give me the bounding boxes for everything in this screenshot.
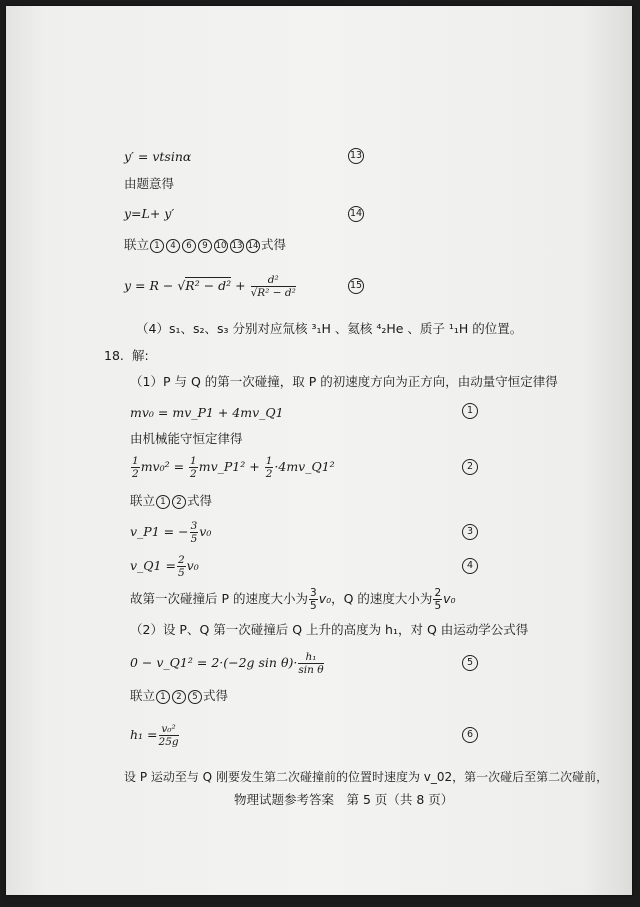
eq2-half-b <box>189 455 198 480</box>
last-line: 设 P 运动至与 Q 刚要发生第二次碰撞前的位置时速度为 v_02，第一次碰后至第二次碰前， <box>124 770 609 784</box>
answer-sheet-page <box>6 6 632 895</box>
conclusion-v0-a: v₀ <box>318 591 332 606</box>
ref3-5: 5 <box>188 690 202 704</box>
eq5-num: h₁ <box>298 651 323 664</box>
equation-number-14: 14 <box>348 206 364 222</box>
eq4-right: v₀ <box>186 558 199 573</box>
eq2-half-a-num: 1 <box>132 455 139 467</box>
equation-3 <box>130 517 211 547</box>
eq15-numerator: d² <box>251 274 296 287</box>
combine-line-2 <box>130 493 212 509</box>
eq2-half-a <box>131 455 140 480</box>
eq15-left: y = R − <box>124 278 178 293</box>
ref-1: 1 <box>150 239 164 253</box>
ref-6: 6 <box>182 239 196 253</box>
combine2-suffix: 式得 <box>187 493 213 508</box>
eq3-num: 3 <box>190 520 198 532</box>
eq15-den-radicand: R² − d² <box>257 287 296 299</box>
ref3-1: 1 <box>156 690 170 704</box>
conclusion-line <box>130 584 456 614</box>
eq15-sqrt: R² − d² <box>185 278 232 293</box>
ref-14: 14 <box>247 240 259 251</box>
eq5-fraction <box>298 651 323 676</box>
question-18-number: 18. <box>104 348 124 363</box>
eq3-left: v_P1 = − <box>130 524 189 539</box>
equation-6 <box>130 720 180 750</box>
ref3-2: 2 <box>172 690 186 704</box>
conclusion-frac-1-num: 3 <box>310 587 317 599</box>
eq2-half-c <box>265 455 274 480</box>
question-18-jie: 解: <box>132 348 149 363</box>
conclusion-frac-1-den: 5 <box>310 600 317 612</box>
equation-5 <box>130 648 325 678</box>
ref-10: 10 <box>215 240 227 251</box>
ref2-2: 2 <box>172 495 186 509</box>
eq3-den: 5 <box>190 533 198 545</box>
combine3-suffix: 式得 <box>203 688 229 703</box>
conclusion-frac-1 <box>309 587 318 612</box>
ref-13: 13 <box>231 240 243 251</box>
equation-number-13: 13 <box>348 148 364 164</box>
combine3-prefix: 联立 <box>130 688 156 703</box>
equation-number-4: 4 <box>462 558 478 574</box>
equation-number-3: 3 <box>462 524 478 540</box>
ref2-1: 1 <box>156 495 170 509</box>
equation-15: y = R − √R² − d² + $\frac{\text{d²}}{\text{√R² − d²}}$ <box>124 274 296 299</box>
part-1-intro: （1）P 与 Q 的第一次碰撞，取 P 的初速度方向为正方向，由动量守恒定律得 <box>130 374 558 389</box>
eq4-fraction <box>177 554 186 579</box>
eq6-num: v₀² <box>159 723 179 736</box>
conclusion-frac-2-den: 5 <box>434 600 442 612</box>
page-footer: 物理试题参考答案 第 5 页（共 8 页） <box>234 792 454 807</box>
part-4-text: （4）s₁、s₂、s₃ 分别对应氚核 ³₁H 、氦核 ⁴₂He 、质子 ¹₁H 的位置。 <box>136 321 523 336</box>
conclusion-frac-2 <box>433 587 442 612</box>
eq2-half-b-num: 1 <box>190 455 197 467</box>
equation-number-1: 1 <box>462 403 478 419</box>
eq2-half-a-den: 2 <box>132 468 139 480</box>
text-jixie: 由机械能守恒定律得 <box>130 431 243 446</box>
eq6-left: h₁ = <box>130 727 158 742</box>
conclusion-v0-b: v₀ <box>443 591 456 606</box>
combine2-prefix: 联立 <box>130 493 156 508</box>
eq6-den: 25g <box>158 736 179 748</box>
equation-14: y=L+ y′ <box>124 206 175 221</box>
eq5-left: 0 − v_Q1² = 2·(−2g sin θ)· <box>130 655 298 670</box>
eq2-term-a: mv₀² <box>140 459 170 474</box>
combine-line-1 <box>124 237 286 253</box>
eq5-den: sin θ <box>298 664 324 676</box>
eq3-right: v₀ <box>199 524 212 539</box>
equation-4 <box>130 551 199 581</box>
part-2-intro: （2）设 P、Q 第一次碰撞后 Q 上升的高度为 h₁，对 Q 由运动学公式得 <box>130 622 529 637</box>
conclusion-part-a: 故第一次碰撞后 P 的速度大小为 <box>130 591 308 606</box>
equation-13: y′ = vtsinα <box>124 149 192 164</box>
equation-number-2: 2 <box>462 459 478 475</box>
eq2-half-c-den: 2 <box>265 468 273 480</box>
eq3-fraction <box>190 520 199 545</box>
combine-line-3 <box>130 688 228 704</box>
eq2-term-c: ·4mv_Q1² <box>274 459 335 474</box>
equation-number-15: 15 <box>348 278 364 294</box>
equation-1: mv₀ = mv_P1 + 4mv_Q1 <box>130 405 284 420</box>
combine-suffix: 式得 <box>261 237 287 252</box>
conclusion-part-b: ，Q 的速度大小为 <box>331 591 433 606</box>
eq4-left: v_Q1 = <box>130 558 176 573</box>
eq2-half-b-den: 2 <box>190 468 197 480</box>
sqrt-sign: √ <box>177 278 186 293</box>
eq15-denominator: √R² − d² <box>250 287 296 299</box>
eq4-den: 5 <box>177 567 185 579</box>
ref-9: 9 <box>198 239 212 253</box>
eq2-term-b: mv_P1² <box>198 459 246 474</box>
equation-2: $\frac{1}{2}$ mv₀² = $\frac{1}{2}$ mv_P1² + $\frac{1}{2}$ ·4mv_Q1² <box>132 455 335 480</box>
eq2-half-c-num: 1 <box>265 455 273 467</box>
eq4-num: 2 <box>177 554 185 566</box>
equation-number-6: 6 <box>462 727 478 743</box>
eq6-fraction <box>159 723 179 748</box>
text-yitide: 由题意得 <box>124 176 175 191</box>
conclusion-frac-2-num: 2 <box>434 587 442 599</box>
equation-number-5: 5 <box>462 655 478 671</box>
ref-4: 4 <box>166 239 180 253</box>
eq15-fraction <box>251 274 296 299</box>
combine-prefix: 联立 <box>124 237 150 252</box>
